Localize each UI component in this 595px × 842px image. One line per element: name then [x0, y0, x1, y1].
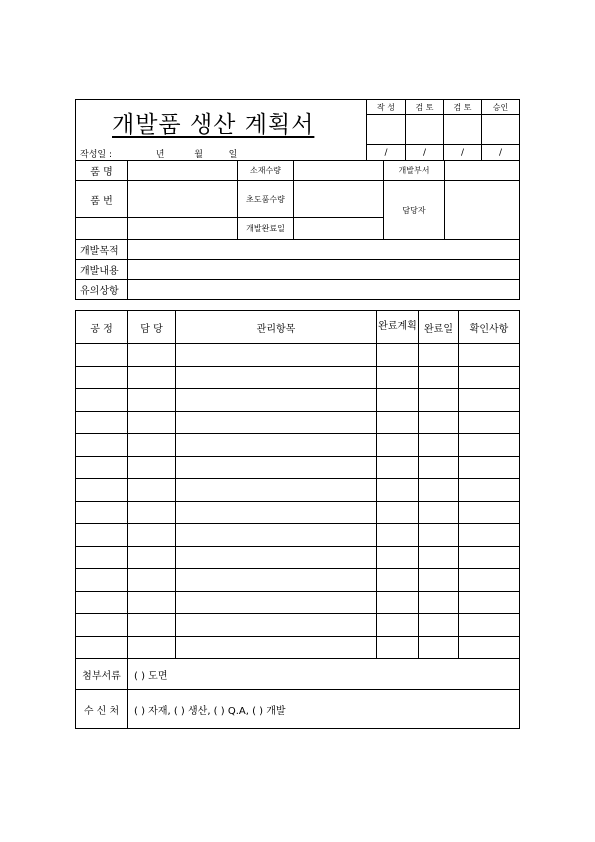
- cell-check-items[interactable]: [459, 524, 520, 547]
- table-row: [76, 344, 520, 367]
- cell-completion-date[interactable]: [419, 344, 459, 367]
- cell-process[interactable]: [76, 456, 128, 479]
- table-row: [76, 456, 520, 479]
- cell-completion-date[interactable]: [419, 591, 459, 614]
- cell-check-items[interactable]: [459, 591, 520, 614]
- date-year: 년: [155, 150, 165, 160]
- table-row: [76, 479, 520, 502]
- table-row: [76, 389, 520, 412]
- table-row: [76, 434, 520, 457]
- cell-owner[interactable]: [128, 411, 176, 434]
- col-process: 공 정: [76, 311, 128, 344]
- cell-owner[interactable]: [128, 569, 176, 592]
- cell-owner[interactable]: [128, 389, 176, 412]
- info-table: [75, 160, 520, 300]
- cell-process[interactable]: [76, 501, 128, 524]
- cell-process[interactable]: [76, 389, 128, 412]
- cell-completion-date[interactable]: [419, 434, 459, 457]
- date-line: [80, 147, 237, 160]
- cell-owner[interactable]: [128, 434, 176, 457]
- cell-planned-completion[interactable]: [377, 569, 419, 592]
- cell-owner[interactable]: [128, 479, 176, 502]
- cell-process[interactable]: [76, 614, 128, 637]
- cell-check-items[interactable]: [459, 636, 520, 659]
- cell-completion-date[interactable]: [419, 636, 459, 659]
- cell-process[interactable]: [76, 434, 128, 457]
- cell-process[interactable]: [76, 524, 128, 547]
- cell-owner[interactable]: [128, 344, 176, 367]
- cell-completion-date[interactable]: [419, 569, 459, 592]
- header-table: [75, 99, 520, 161]
- material-qty-label: 소재수량: [238, 161, 294, 181]
- purpose-field[interactable]: [128, 240, 520, 260]
- cell-process[interactable]: [76, 479, 128, 502]
- date-month: 월: [194, 150, 203, 160]
- cell-planned-completion[interactable]: [377, 366, 419, 389]
- cell-control-item[interactable]: [176, 501, 377, 524]
- cell-planned-completion[interactable]: [377, 389, 419, 412]
- first-qty-label: 초도품수량: [238, 181, 294, 218]
- cell-process[interactable]: [76, 569, 128, 592]
- cell-completion-date[interactable]: [419, 389, 459, 412]
- cell-planned-completion[interactable]: [377, 411, 419, 434]
- cell-check-items[interactable]: [459, 456, 520, 479]
- cell-check-items[interactable]: [459, 546, 520, 569]
- cell-control-item[interactable]: [176, 389, 377, 412]
- col-check-items: 확인사항: [459, 311, 520, 344]
- notes-label: 유의상항: [76, 280, 128, 300]
- product-no-label: 품 번: [76, 181, 128, 218]
- cell-process[interactable]: [76, 636, 128, 659]
- cell-owner[interactable]: [128, 591, 176, 614]
- cell-owner[interactable]: [128, 636, 176, 659]
- table-row: [76, 591, 520, 614]
- col-owner: 담 당: [128, 311, 176, 344]
- cell-check-items[interactable]: [459, 614, 520, 637]
- recipient-label: 수 신 처: [76, 690, 128, 729]
- table-row: [76, 614, 520, 637]
- sign-date-review-1[interactable]: /: [406, 145, 444, 161]
- content-field[interactable]: [128, 260, 520, 280]
- schedule-rows: [76, 344, 520, 659]
- cell-process[interactable]: [76, 591, 128, 614]
- cell-planned-completion[interactable]: [377, 501, 419, 524]
- table-row: [76, 524, 520, 547]
- cell-control-item[interactable]: [176, 456, 377, 479]
- sign-box-approve[interactable]: [482, 115, 520, 145]
- cell-planned-completion[interactable]: [377, 636, 419, 659]
- cell-planned-completion[interactable]: [377, 614, 419, 637]
- cell-owner[interactable]: [128, 456, 176, 479]
- cell-check-items[interactable]: [459, 344, 520, 367]
- recipient-field[interactable]: ( ) 자재, ( ) 생산, ( ) Q.A, ( ) 개발: [128, 690, 520, 729]
- table-row: [76, 501, 520, 524]
- attachment-label: 첨부서류: [76, 659, 128, 690]
- cell-planned-completion[interactable]: [377, 524, 419, 547]
- blank-field-cell[interactable]: [128, 218, 238, 240]
- col-control-item: 관리항목: [176, 311, 377, 344]
- cell-owner[interactable]: [128, 501, 176, 524]
- cell-completion-date[interactable]: [419, 411, 459, 434]
- product-no-field[interactable]: [128, 181, 238, 218]
- cell-check-items[interactable]: [459, 501, 520, 524]
- cell-control-item[interactable]: [176, 411, 377, 434]
- cell-planned-completion[interactable]: [377, 434, 419, 457]
- cell-planned-completion[interactable]: [377, 344, 419, 367]
- col-planned-completion: 완료계획: [377, 311, 419, 344]
- cell-check-items[interactable]: [459, 366, 520, 389]
- cell-check-items[interactable]: [459, 434, 520, 457]
- approval-col-writer: 작 성: [367, 100, 406, 115]
- cell-completion-date[interactable]: [419, 614, 459, 637]
- cell-control-item[interactable]: [176, 591, 377, 614]
- cell-completion-date[interactable]: [419, 501, 459, 524]
- cell-check-items[interactable]: [459, 389, 520, 412]
- cell-completion-date[interactable]: [419, 456, 459, 479]
- col-completion-date: 완료일: [419, 311, 459, 344]
- sign-box-writer[interactable]: [367, 115, 406, 145]
- cell-control-item[interactable]: [176, 524, 377, 547]
- content-label: 개발내용: [76, 260, 128, 280]
- sign-date-review-2[interactable]: /: [444, 145, 482, 161]
- cell-process[interactable]: [76, 344, 128, 367]
- table-row: [76, 546, 520, 569]
- purpose-label: 개발목적: [76, 240, 128, 260]
- title-cell: [76, 100, 367, 161]
- manager-label: 담당자: [384, 181, 445, 240]
- cell-owner[interactable]: [128, 366, 176, 389]
- product-name-field[interactable]: [128, 161, 238, 181]
- attachment-field[interactable]: ( ) 도면: [128, 659, 520, 690]
- date-day: 일: [228, 150, 238, 160]
- sign-date-writer[interactable]: /: [367, 145, 406, 161]
- dev-complete-field[interactable]: [294, 218, 384, 240]
- blank-label-cell: [76, 218, 128, 240]
- cell-check-items[interactable]: [459, 411, 520, 434]
- cell-control-item[interactable]: [176, 569, 377, 592]
- manager-field[interactable]: [445, 181, 520, 240]
- cell-planned-completion[interactable]: [377, 479, 419, 502]
- cell-process[interactable]: [76, 411, 128, 434]
- approval-col-review-1: 검 토: [406, 100, 444, 115]
- cell-planned-completion[interactable]: [377, 591, 419, 614]
- sign-date-approve[interactable]: /: [482, 145, 520, 161]
- cell-control-item[interactable]: [176, 366, 377, 389]
- cell-planned-completion[interactable]: [377, 456, 419, 479]
- table-row: [76, 411, 520, 434]
- material-qty-field[interactable]: [294, 161, 384, 181]
- schedule-table: [75, 310, 520, 729]
- cell-control-item[interactable]: [176, 344, 377, 367]
- cell-planned-completion[interactable]: [377, 546, 419, 569]
- table-row: [76, 636, 520, 659]
- table-row: [76, 366, 520, 389]
- sign-box-review-1[interactable]: [406, 115, 444, 145]
- cell-completion-date[interactable]: [419, 366, 459, 389]
- approval-col-review-2: 검 토: [444, 100, 482, 115]
- product-name-label: 품 명: [76, 161, 128, 181]
- dev-complete-label: 개발완료일: [238, 218, 294, 240]
- cell-control-item[interactable]: [176, 434, 377, 457]
- cell-control-item[interactable]: [176, 546, 377, 569]
- approval-col-approve: 승인: [482, 100, 520, 115]
- cell-completion-date[interactable]: [419, 479, 459, 502]
- dev-dept-field[interactable]: [445, 161, 520, 181]
- dev-dept-label: 개발부서: [384, 161, 445, 181]
- cell-check-items[interactable]: [459, 479, 520, 502]
- cell-completion-date[interactable]: [419, 546, 459, 569]
- cell-process[interactable]: [76, 366, 128, 389]
- cell-owner[interactable]: [128, 546, 176, 569]
- cell-owner[interactable]: [128, 614, 176, 637]
- cell-check-items[interactable]: [459, 569, 520, 592]
- cell-process[interactable]: [76, 546, 128, 569]
- cell-control-item[interactable]: [176, 614, 377, 637]
- cell-completion-date[interactable]: [419, 524, 459, 547]
- notes-field[interactable]: [128, 280, 520, 300]
- first-qty-field[interactable]: [294, 181, 384, 218]
- cell-control-item[interactable]: [176, 479, 377, 502]
- document-title: 개발품 생산 계획서: [112, 112, 315, 138]
- sign-box-review-2[interactable]: [444, 115, 482, 145]
- date-label: 작성일 :: [80, 150, 112, 160]
- table-row: [76, 569, 520, 592]
- cell-owner[interactable]: [128, 524, 176, 547]
- cell-control-item[interactable]: [176, 636, 377, 659]
